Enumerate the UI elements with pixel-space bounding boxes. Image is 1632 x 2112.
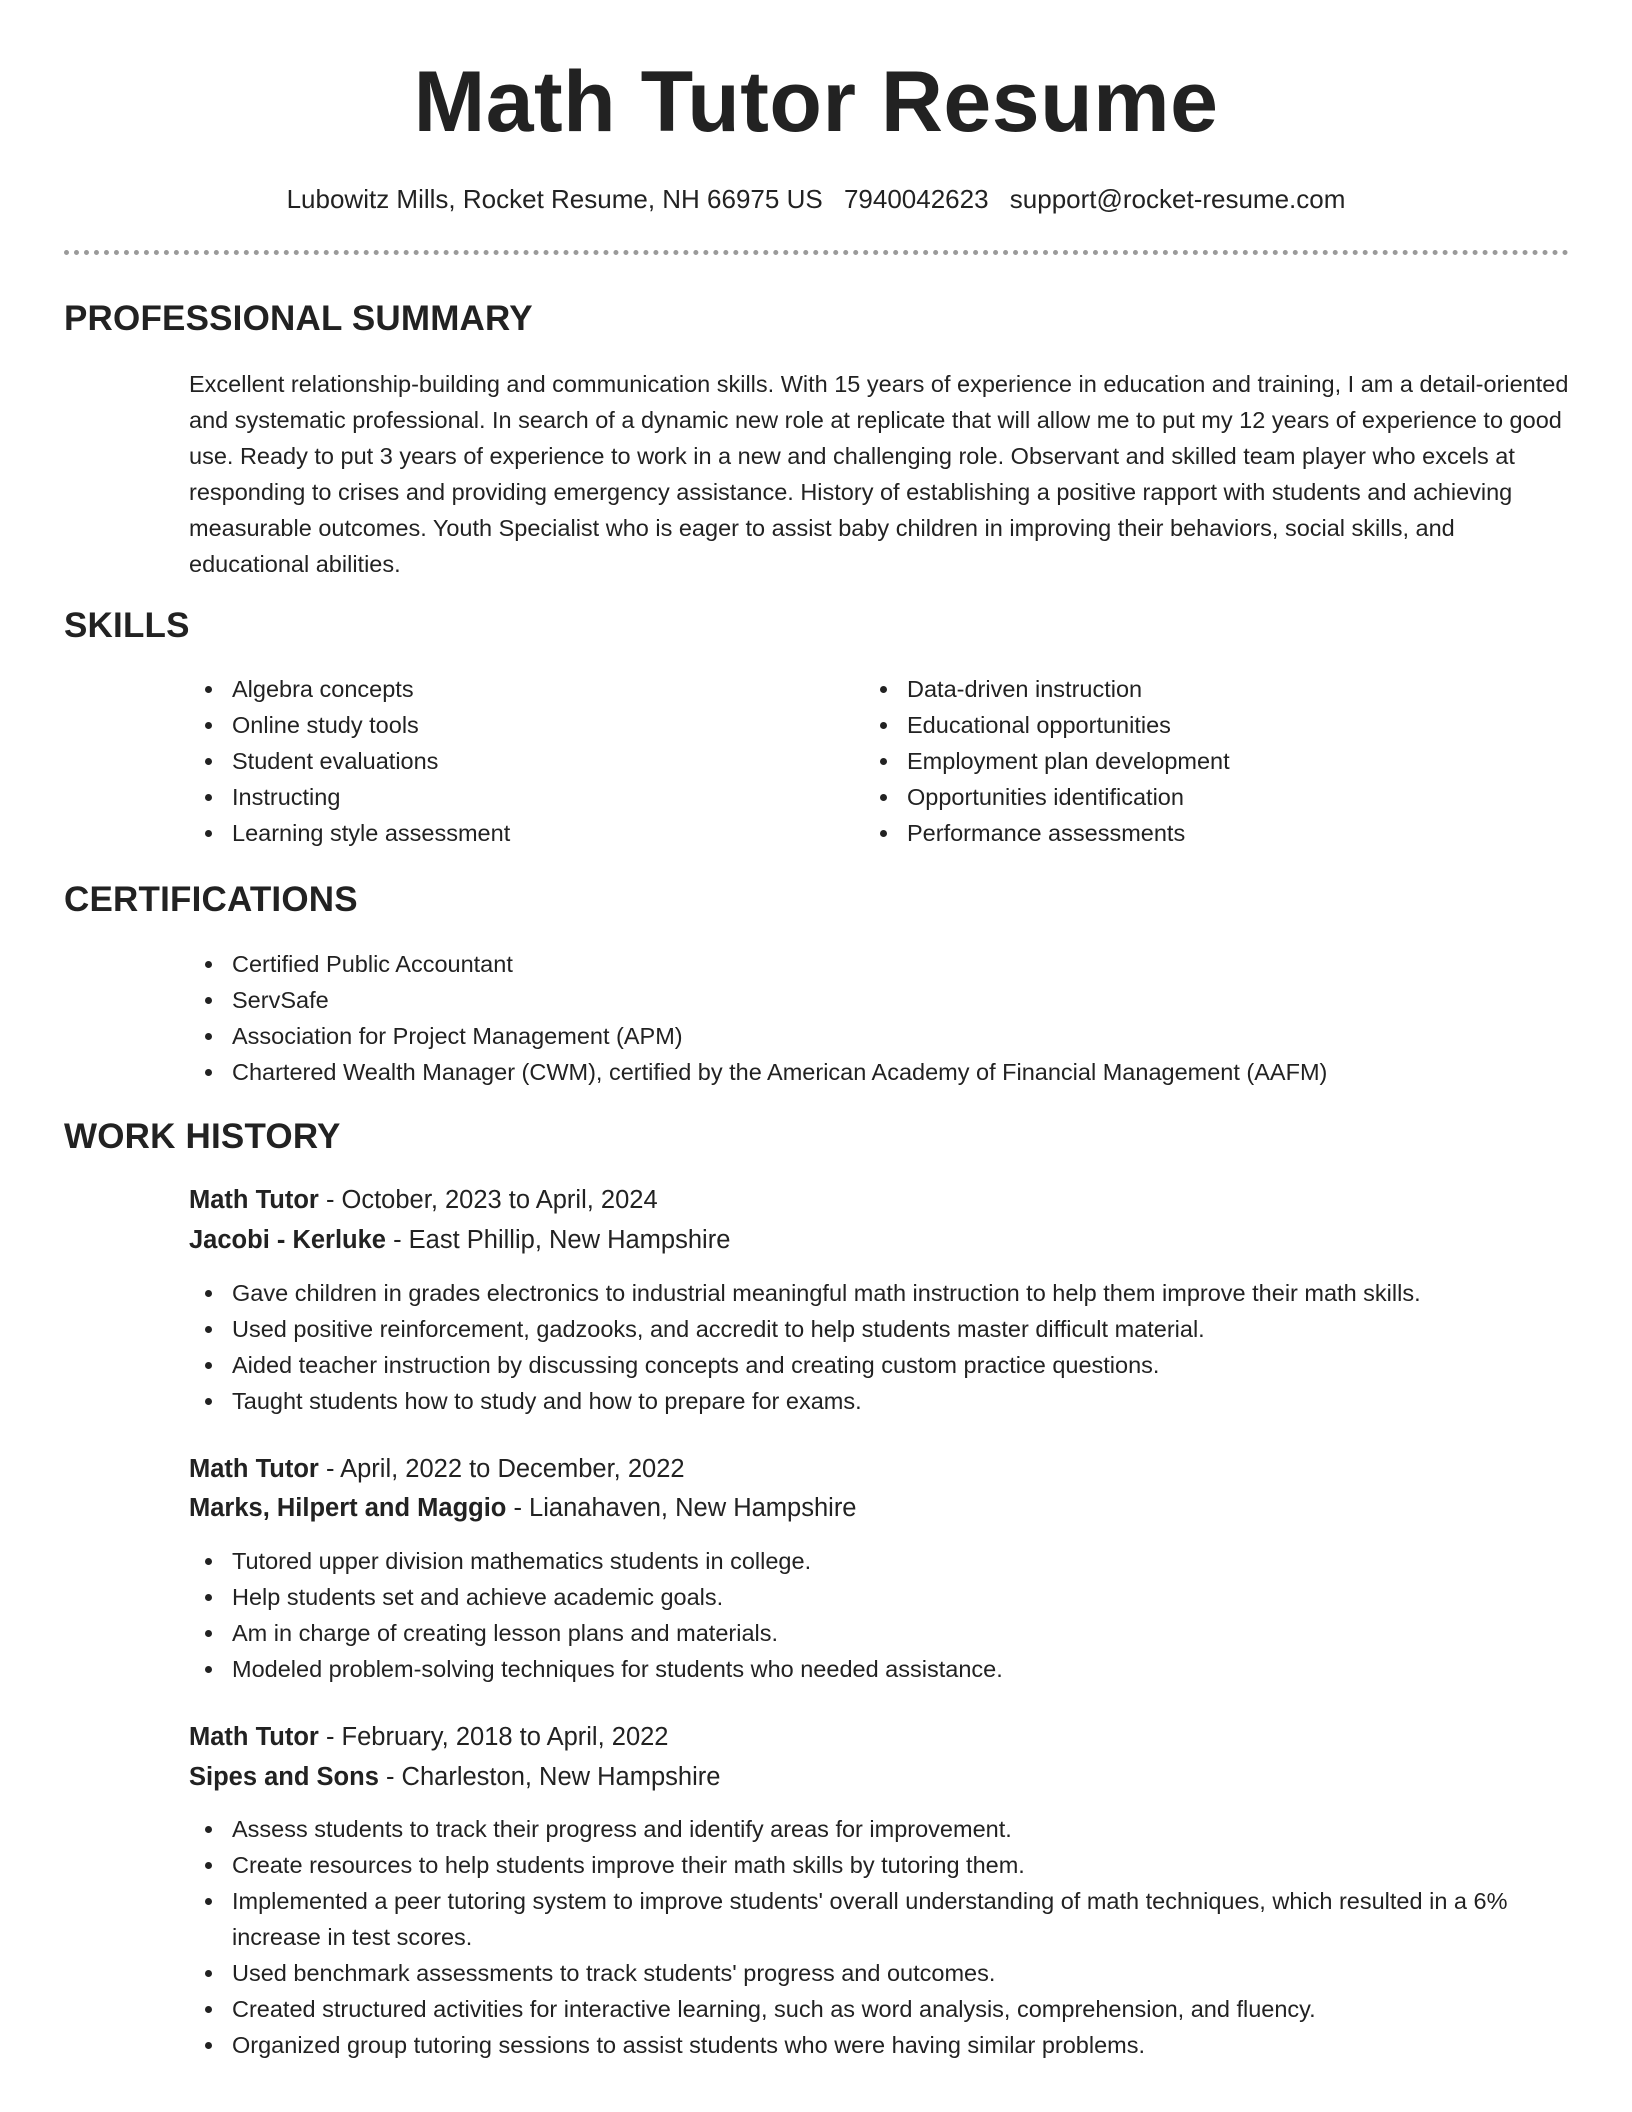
job-bullet: Used benchmark assessments to track students' progress and outcomes.: [189, 1955, 1574, 1991]
job-company-line: [189, 1758, 720, 1796]
job-company-line: [189, 1221, 730, 1259]
job-bullet: Tutored upper division mathematics students in college.: [189, 1543, 1574, 1579]
certifications-heading: CERTIFICATIONS: [64, 880, 358, 919]
job-bullet: Created structured activities for interactive learning, such as word analysis, comprehension, and fluency.: [189, 1991, 1574, 2027]
job-bullet: Used positive reinforcement, gadzooks, and accredit to help students master difficult material.: [189, 1311, 1574, 1347]
work-history-heading: WORK HISTORY: [64, 1117, 341, 1156]
job-bullet: Modeled problem-solving techniques for students who needed assistance.: [189, 1651, 1574, 1687]
job-dates: - April, 2022 to December, 2022: [325, 1455, 685, 1483]
skill-item: Student evaluations: [189, 743, 829, 779]
job-dates: - February, 2018 to April, 2022: [325, 1723, 669, 1751]
job-bullet: Organized group tutoring sessions to assist students who were having similar problems.: [189, 2027, 1574, 2063]
job-bullet: Am in charge of creating lesson plans and materials.: [189, 1615, 1574, 1651]
contact-email: support@rocket-resume.com: [1009, 184, 1346, 214]
summary-text: Excellent relationship-building and communication skills. With 15 years of experience in education and training, I am a detail-oriented and systematic professional. In search of a dynamic new role at replicate that will allow me to put my 12 years of experience to good use. Ready to put 3 years of experience to work in a new and challenging role. Observant and skilled team player who excels at responding to crises and providing emergency assistance. History of establishing a positive rapport with students and achieving measurable outcomes. Youth Specialist who is eager to assist baby children in improving their behaviors, social skills, and educational abilities.: [189, 371, 1569, 577]
job-location: - Lianahaven, New Hampshire: [513, 1494, 857, 1522]
contact-phone: 7940042623: [843, 184, 989, 214]
job-bullet: Aided teacher instruction by discussing concepts and creating custom practice questions.: [189, 1347, 1574, 1383]
certification-item: Chartered Wealth Manager (CWM), certified by the American Academy of Financial Management (AAFM): [189, 1054, 1574, 1090]
job-location: - Charleston, New Hampshire: [385, 1763, 721, 1791]
job-title: Math Tutor: [189, 1186, 319, 1214]
job-bullets: [189, 1811, 1574, 2063]
job-bullet: Help students set and achieve academic goals.: [189, 1579, 1574, 1615]
job-company: Marks, Hilpert and Maggio: [189, 1494, 507, 1522]
contact-line: [0, 181, 1632, 217]
certifications-list: [189, 946, 1574, 1090]
skills-list-right: [864, 671, 1564, 851]
job-location: - East Phillip, New Hampshire: [393, 1226, 731, 1254]
job-bullet: Implemented a peer tutoring system to improve students' overall understanding of math techniques, which resulted in a 6% increase in test scores.: [189, 1883, 1574, 1955]
job-bullet: Gave children in grades electronics to industrial meaningful math instruction to help them improve their math skills.: [189, 1275, 1574, 1311]
skill-item: Performance assessments: [864, 815, 1564, 851]
skill-item: Learning style assessment: [189, 815, 829, 851]
skill-item: Employment plan development: [864, 743, 1564, 779]
summary-heading: PROFESSIONAL SUMMARY: [64, 299, 533, 338]
certification-item: Certified Public Accountant: [189, 946, 1574, 982]
job-bullet: Assess students to track their progress and identify areas for improvement.: [189, 1811, 1574, 1847]
job-dates: - October, 2023 to April, 2024: [325, 1186, 658, 1214]
job-company: Sipes and Sons: [189, 1763, 379, 1791]
job-title: Math Tutor: [189, 1455, 319, 1483]
job-company: Jacobi - Kerluke: [189, 1226, 386, 1254]
job-title-line: [189, 1181, 658, 1219]
certification-item: Association for Project Management (APM): [189, 1018, 1574, 1054]
skill-item: Educational opportunities: [864, 707, 1564, 743]
job-bullets: [189, 1543, 1574, 1687]
skill-item: Algebra concepts: [189, 671, 829, 707]
resume-title: Math Tutor Resume: [413, 54, 1219, 150]
job-bullets: [189, 1275, 1574, 1419]
job-company-line: [189, 1489, 857, 1527]
skill-item: Online study tools: [189, 707, 829, 743]
job-title: Math Tutor: [189, 1723, 319, 1751]
certification-item: ServSafe: [189, 982, 1574, 1018]
skills-heading: SKILLS: [64, 606, 190, 645]
skills-list-left: [189, 671, 829, 851]
skill-item: Opportunities identification: [864, 779, 1564, 815]
skill-item: Instructing: [189, 779, 829, 815]
job-title-line: [189, 1450, 685, 1488]
job-bullet: Create resources to help students improve their math skills by tutoring them.: [189, 1847, 1574, 1883]
contact-address: Lubowitz Mills, Rocket Resume, NH 66975 US: [286, 184, 823, 214]
job-bullet: Taught students how to study and how to prepare for exams.: [189, 1383, 1574, 1419]
skill-item: Data-driven instruction: [864, 671, 1564, 707]
job-title-line: [189, 1718, 669, 1756]
header-divider: [64, 250, 1569, 255]
